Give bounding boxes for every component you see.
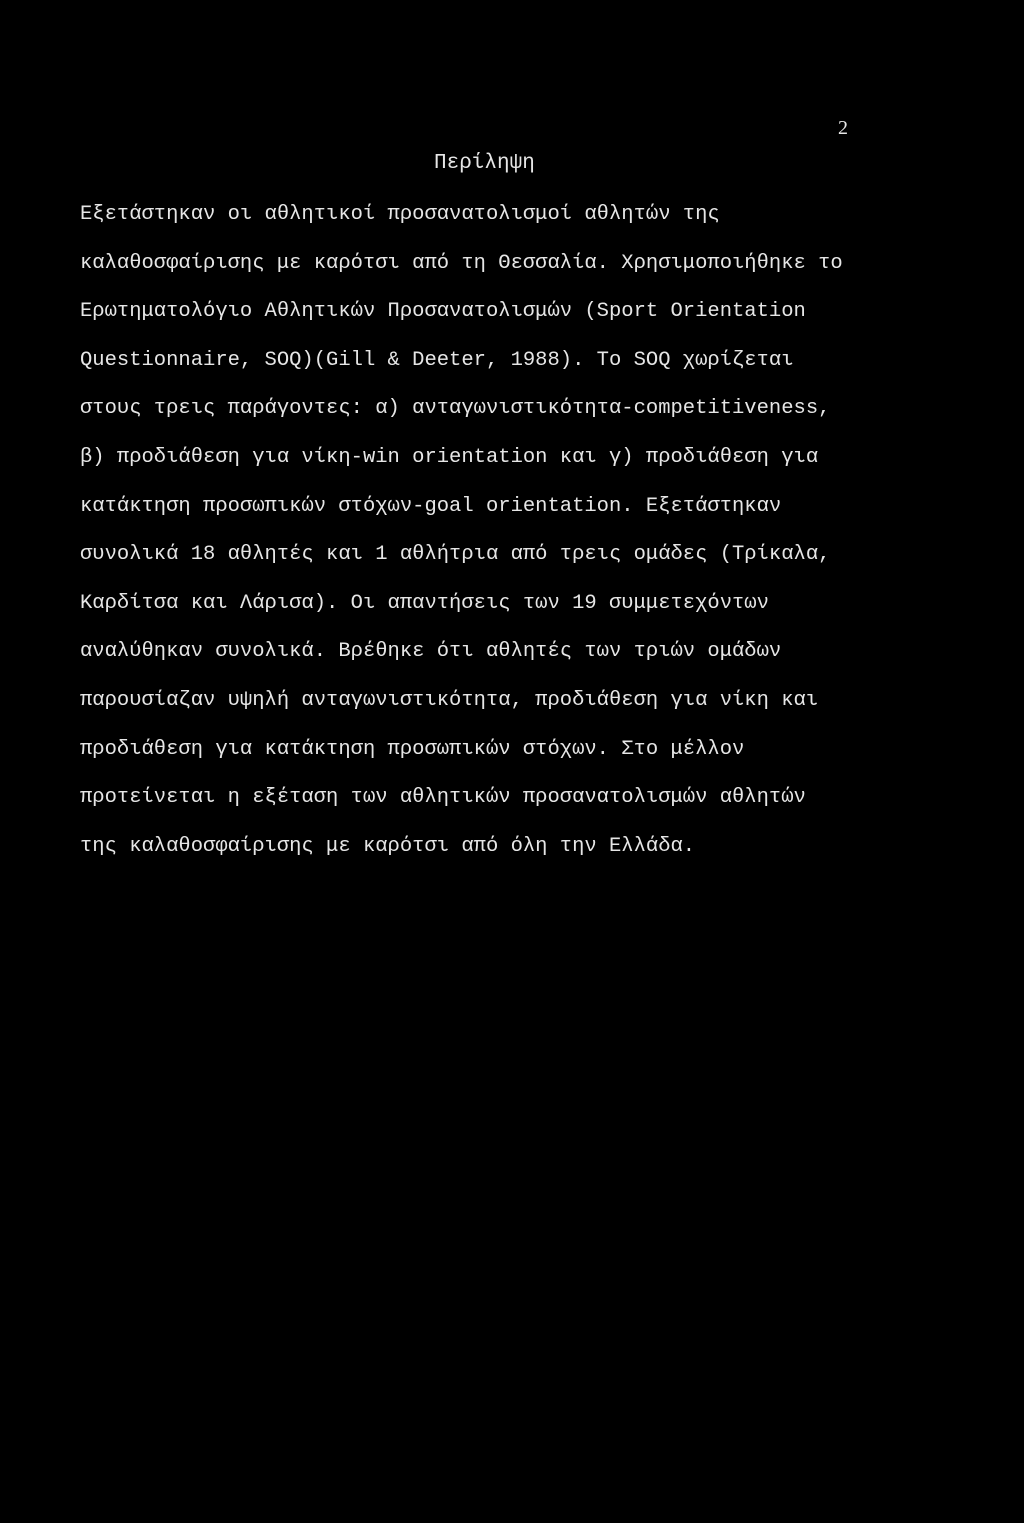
abstract-line: προδιάθεση για κατάκτηση προσωπικών στόχων. Στο μέλλον <box>80 737 745 761</box>
page-title: Περίληψη <box>434 152 535 175</box>
abstract-line: αναλύθηκαν συνολικά. Βρέθηκε ότι αθλητές των τριών ομάδων <box>80 640 782 664</box>
abstract-line: στους τρεις παράγοντες: α) ανταγωνιστικότητα-competitiveness, <box>80 397 831 421</box>
abstract-line: συνολικά 18 αθλητές και 1 αθλήτρια από τρεις ομάδες (Τρίκαλα, <box>80 543 831 567</box>
abstract-line: της καλαθοσφαίρισης με καρότσι από όλη την Ελλάδα. <box>80 834 696 858</box>
abstract-line: Εξετάστηκαν οι αθλητικοί προσανατολισμοί αθλητών της <box>80 203 720 226</box>
abstract-line: Καρδίτσα και Λάρισα). Οι απαντήσεις των 19 συμμετεχόντων <box>80 591 769 615</box>
abstract-line: Ερωτηματολόγιο Αθλητικών Προσανατολισμών (Sport Orientation <box>80 300 806 324</box>
abstract-line: παρουσίαζαν υψηλή ανταγωνιστικότητα, προδιάθεση για νίκη και <box>80 688 819 712</box>
abstract-body <box>80 195 960 875</box>
abstract-line: προτείνεται η εξέταση των αθλητικών προσανατολισμών αθλητών <box>80 786 806 810</box>
page-number: 2 <box>838 117 848 139</box>
abstract-line: κατάκτηση προσωπικών στόχων-goal orientation. Εξετάστηκαν <box>80 494 782 518</box>
abstract-line: καλαθοσφαίρισης με καρότσι από τη Θεσσαλία. Χρησιμοποιήθηκε το <box>80 251 843 275</box>
abstract-line: Questionnaire, SOQ)(Gill & Deeter, 1988). To SOQ χωρίζεται <box>80 348 794 372</box>
abstract-line: β) προδιάθεση για νίκη-win orientation και γ) προδιάθεση για <box>80 445 819 469</box>
